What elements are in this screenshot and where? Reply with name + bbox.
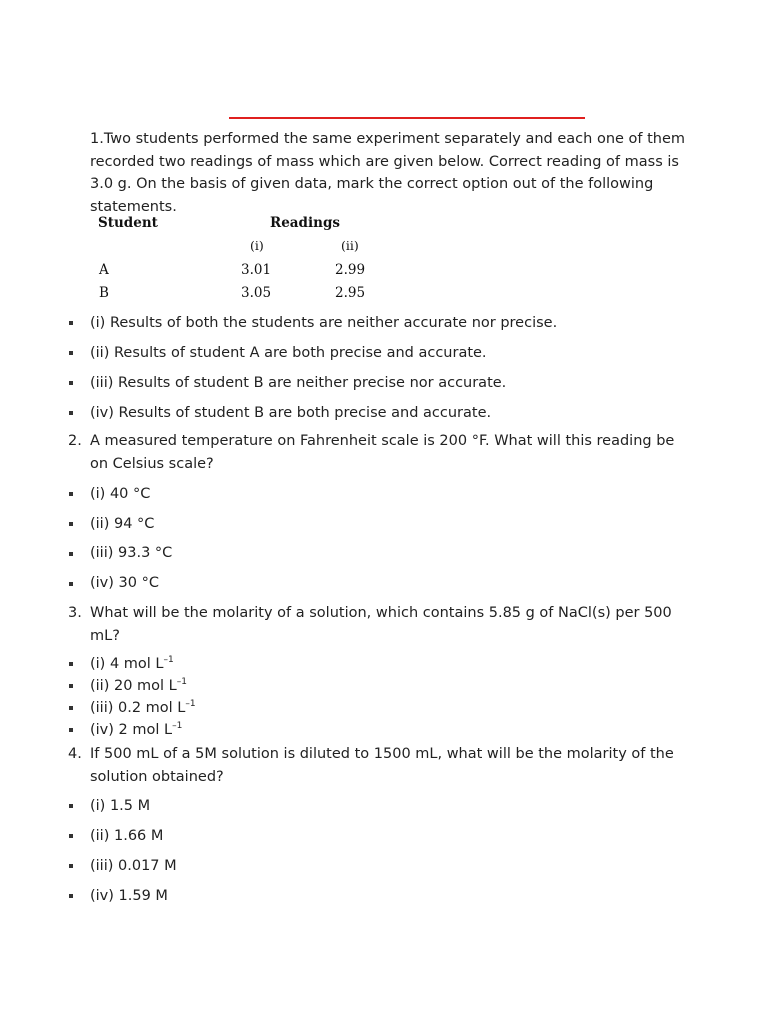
bullet-icon (69, 834, 73, 838)
option-item: (i) 40 °C (90, 486, 151, 502)
bullet-icon (69, 522, 73, 526)
bullet-icon (69, 321, 73, 325)
header-rule (229, 117, 585, 119)
question-1-text: 1.Two students performed the same experiment separately and each one of them recorded two readings of mass which are given below. Correct reading of mass is 3.0 g. On the basis of given data, mark the correct option out of the following statements. (90, 131, 686, 215)
option-item: (ii) 94 °C (90, 516, 155, 532)
question-number: 3. (68, 605, 82, 621)
question-3-text: What will be the molarity of a solution, which contains 5.85 g of NaCl(s) per 500 mL? (90, 605, 672, 644)
table-cell-reading: 3.01 (241, 262, 272, 278)
question-4-text: If 500 mL of a 5M solution is diluted to 1500 mL, what will be the molarity of the solution obtained? (90, 746, 674, 785)
bullet-icon (69, 662, 73, 666)
bullet-icon (69, 804, 73, 808)
table-cell-reading: 2.95 (335, 285, 366, 301)
option-item: (i) Results of both the students are neither accurate nor precise. (90, 315, 558, 331)
superscript: –1 (185, 699, 196, 709)
table-subheader-i: (i) (250, 238, 264, 253)
option-item: (iv) 2 mol $L^{-1}$ (90, 721, 183, 738)
table-header-student: Student (98, 215, 158, 231)
table-header-readings: Readings (270, 215, 340, 231)
superscript: –1 (176, 677, 187, 687)
table-row-student: B (99, 285, 109, 301)
option-item: (iv) 1.59 M (90, 888, 168, 904)
option-item: (i) 1.5 M (90, 798, 151, 814)
option-item: (ii) 1.66 M (90, 828, 164, 844)
question-2-text: A measured temperature on Fahrenheit scale is 200 °F. What will this reading be on Celsius scale? (90, 433, 675, 472)
option-item: (iii) 93.3 °C (90, 545, 173, 561)
table-cell-reading: 3.05 (241, 285, 272, 301)
bullet-icon (69, 706, 73, 710)
bullet-icon (69, 351, 73, 355)
table-cell-reading: 2.99 (335, 262, 366, 278)
bullet-icon (69, 492, 73, 496)
superscript: –1 (172, 721, 183, 731)
option-item: (ii) Results of student A are both precise and accurate. (90, 345, 487, 361)
option-item: (iv) Results of student B are both precise and accurate. (90, 405, 492, 421)
option-item: (iv) 30 °C (90, 575, 159, 591)
table-subheader-ii: (ii) (341, 238, 359, 253)
bullet-icon (69, 381, 73, 385)
bullet-icon (69, 894, 73, 898)
option-item: (i) 4 mol $L^{-1}$ (90, 655, 174, 672)
option-item: (iii) 0.017 M (90, 858, 177, 874)
bullet-icon (69, 864, 73, 868)
bullet-icon (69, 582, 73, 586)
table-row-student: A (99, 262, 109, 278)
superscript: –1 (163, 655, 174, 665)
question-number: 4. (68, 746, 82, 762)
bullet-icon (69, 728, 73, 732)
option-item: (iii) Results of student B are neither precise nor accurate. (90, 375, 507, 391)
question-number: 2. (68, 433, 82, 449)
bullet-icon (69, 552, 73, 556)
option-item: (ii) 20 mol $L^{-1}$ (90, 677, 187, 694)
option-item: (iii) 0.2 mol $L^{-1}$ (90, 699, 196, 716)
bullet-icon (69, 684, 73, 688)
bullet-icon (69, 411, 73, 415)
